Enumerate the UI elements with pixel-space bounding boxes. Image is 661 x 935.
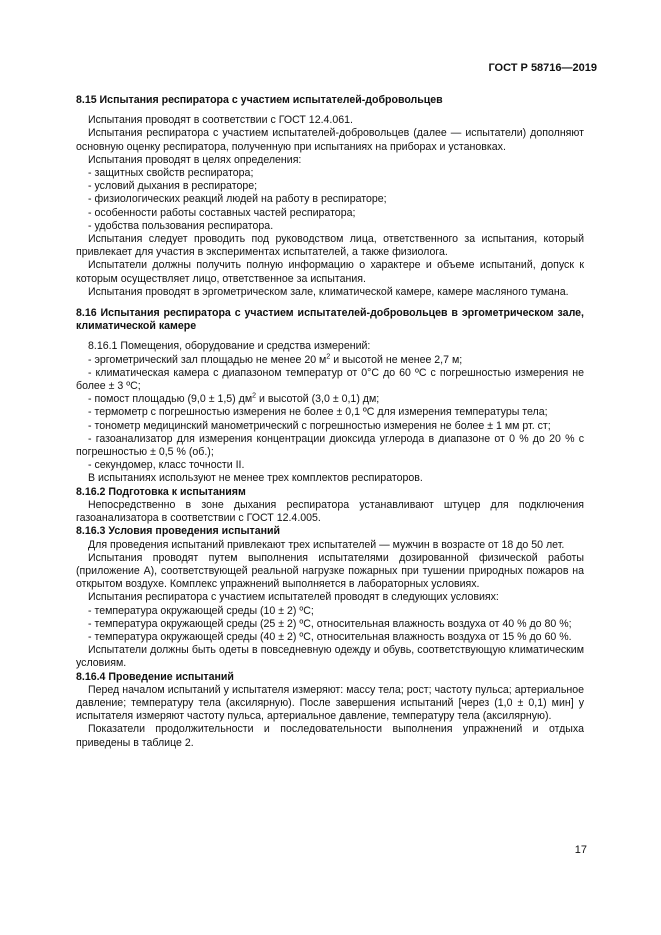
list-item: - температура окружающей среды (40 ± 2) ºС, относительная влажность воздуха от 15 % до 60 %. [88, 630, 572, 643]
list-item: - температура окружающей среды (25 ± 2) ºС, относительная влажность воздуха от 40 % до 80 %; [88, 617, 572, 630]
paragraph: Перед началом испытаний у испытателя измеряют: массу тела; рост; частоту пульса; артериальное давление; температуру тела (аксилярную). После завершения испытаний [через (1,0 ± 0,1) мин] у испытателя измеряют частоту пульса, артериальное давление, температуру тела (аксилярную). [76, 683, 584, 723]
list-item: - секундомер, класс точности II. [88, 459, 245, 472]
paragraph: Испытания проводят путем выполнения испытателями дозированной физической работы (приложение А), соответствующей реальной нагрузке пожарных при тушении природных пожаров на открытом воздухе. Комплекс упражнений выполняется в лабораторных условиях. [76, 551, 584, 591]
list-item: - физиологических реакций людей на работу в респираторе; [88, 193, 387, 206]
list-item: - эргометрический зал площадью не менее 20 $м^2$ и высотой не менее 2,7 м; [88, 353, 463, 366]
list-item: - помост площадью (9,0 ± 1,5) $дм^2$ и высотой (3,0 ± 0,1) дм; [88, 392, 380, 406]
section-8-16-3-title: 8.16.3 Условия проведения испытаний [76, 525, 281, 538]
paragraph: 8.16.1 Помещения, оборудование и средства измерений: [88, 340, 371, 353]
standard-number: ГОСТ Р 58716—2019 [488, 62, 597, 74]
paragraph: Испытания проводят в соответствии с ГОСТ 12.4.061. [88, 114, 353, 127]
section-8-15-title: 8.15 Испытания респиратора с участием испытателей-добровольцев [76, 94, 443, 106]
list-item: - климатическая камера с диапазоном температур от 0°С до 60 ºС с погрешностью измерения не более ± 3 ºС; [76, 366, 584, 393]
paragraph: Испытатели должны получить полную информацию о характере и объеме испытаний, допуск к которым осуществляет лицо, ответственное за испытания. [76, 259, 584, 285]
paragraph: Испытатели должны быть одеты в повседневную одежду и обувь, соответствующую климатическим условиям. [76, 644, 584, 670]
paragraph: Испытания проводят в целях определения: [88, 153, 302, 166]
paragraph: Испытания респиратора с участием испытателей-добровольцев (далее — испытатели) дополняют основную оценку респиратора, полученную при испытаниях на приборах и установках. [76, 127, 584, 153]
paragraph: Испытания следует проводить под руководством лица, ответственного за испытания, который привлекает для участия в экспериментах испытателей, а также физиолога. [76, 233, 584, 259]
list-item: - температура окружающей среды (10 ± 2) ºС; [88, 604, 314, 617]
list-item: - тонометр медицинский манометрический с погрешностью измерения не более ± 1 мм рт. ст; [88, 419, 551, 432]
list-item: - удобства пользования респиратора. [88, 219, 274, 232]
section-8-16-4-title: 8.16.4 Проведение испытаний [76, 670, 234, 683]
paragraph: Показатели продолжительности и последовательности выполнения упражнений и отдыха приведены в таблице 2. [76, 723, 584, 749]
list-item: - особенности работы составных частей респиратора; [88, 206, 356, 219]
page-number: 17 [574, 844, 587, 856]
section-8-16-title: 8.16 Испытания респиратора с участием испытателей-добровольцев в эргометрическом зале, климатической камере [76, 307, 584, 333]
list-item: - газоанализатор для измерения концентрации диоксида углерода в диапазоне от 0 % до 20 % с погрешностью ± 0,5 % (об.); [76, 432, 584, 459]
page-content [76, 94, 584, 750]
list-item: - защитных свойств респиратора; [88, 167, 254, 180]
section-8-16-2-title: 8.16.2 Подготовка к испытаниям [76, 485, 246, 498]
paragraph: В испытаниях используют не менее трех комплектов респираторов. [88, 472, 423, 485]
paragraph: Испытания респиратора с участием испытателей проводят в следующих условиях: [88, 591, 499, 604]
list-item: - условий дыхания в респираторе; [88, 180, 258, 193]
list-item: - термометр с погрешностью измерения не более ± 0,1 ºС для измерения температуры тела; [88, 406, 548, 419]
paragraph: Испытания проводят в эргометрическом зале, климатической камере, камере масляного тумана. [88, 285, 569, 298]
paragraph: Для проведения испытаний привлекают трех испытателей — мужчин в возрасте от 18 до 50 лет. [88, 538, 565, 551]
paragraph: Непосредственно в зоне дыхания респиратора устанавливают штуцер для подключения газоанализатора в соответствии с ГОСТ 12.4.005. [76, 498, 584, 525]
